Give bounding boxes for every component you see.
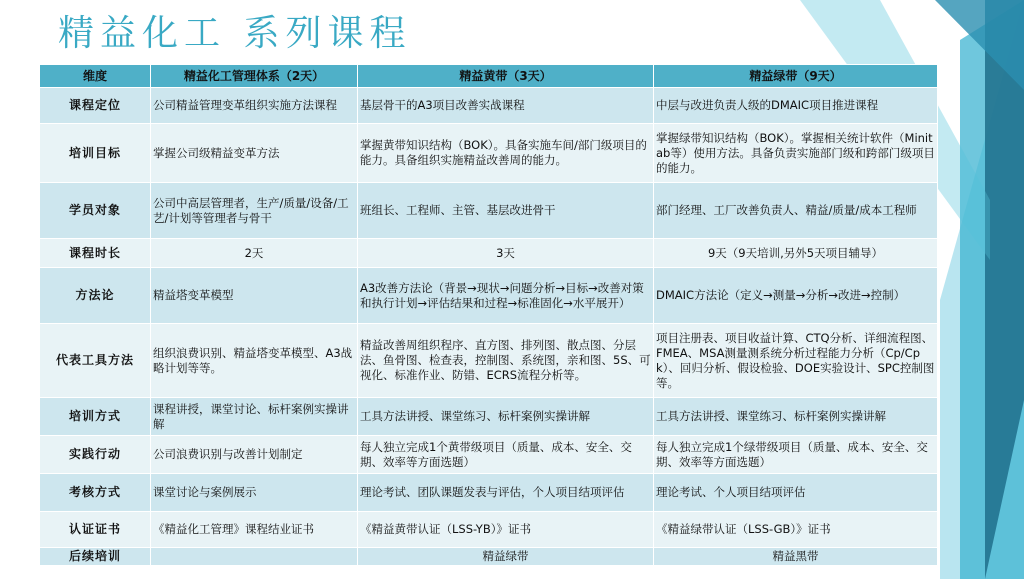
table-row xyxy=(40,183,938,239)
row-dimension: 课程时长 xyxy=(40,239,151,268)
row-dimension: 方法论 xyxy=(40,268,151,324)
cell-green-belt: DMAIC方法论（定义→测量→分析→改进→控制） xyxy=(654,268,938,324)
cell-lean-chemical: 《精益化工管理》课程结业证书 xyxy=(151,512,358,548)
cell-lean-chemical: 精益塔变革模型 xyxy=(151,268,358,324)
cell-yellow-belt: 每人独立完成1个黄带级项目（质量、成本、安全、交期、效率等方面选题） xyxy=(358,436,654,474)
row-dimension: 实践行动 xyxy=(40,436,151,474)
cell-lean-chemical: 课堂讨论与案例展示 xyxy=(151,474,358,512)
table-row xyxy=(40,474,938,512)
cell-lean-chemical: 2天 xyxy=(151,239,358,268)
cell-yellow-belt: 班组长、工程师、主管、基层改进骨干 xyxy=(358,183,654,239)
cell-yellow-belt: 理论考试、团队课题发表与评估，个人项目结项评估 xyxy=(358,474,654,512)
cell-yellow-belt: 掌握黄带知识结构（BOK）。具备实施车间/部门级项目的能力。具备组织实施精益改善周的能力。 xyxy=(358,124,654,183)
deco-panel-top xyxy=(935,0,1024,90)
cell-yellow-belt: 3天 xyxy=(358,239,654,268)
cell-green-belt: 工具方法讲授、课堂练习、标杆案例实操讲解 xyxy=(654,398,938,436)
cell-green-belt: 部门经理、工厂改善负责人、精益/质量/成本工程师 xyxy=(654,183,938,239)
cell-lean-chemical: 公司浪费识别与改善计划制定 xyxy=(151,436,358,474)
cell-green-belt: 9天（9天培训,另外5天项目辅导） xyxy=(654,239,938,268)
cell-yellow-belt: 《精益黄带认证（LSS-YB）》证书 xyxy=(358,512,654,548)
table-row xyxy=(40,398,938,436)
header-lean-chemical: 精益化工管理体系（2天） xyxy=(151,65,358,88)
header-yellow-belt: 精益黄带（3天） xyxy=(358,65,654,88)
table-row xyxy=(40,548,938,566)
cell-green-belt: 中层与改进负责人级的DMAIC项目推进课程 xyxy=(654,88,938,124)
table-row xyxy=(40,239,938,268)
table-row xyxy=(40,512,938,548)
deco-panel-light xyxy=(940,0,1024,579)
row-dimension: 课程定位 xyxy=(40,88,151,124)
table-row xyxy=(40,268,938,324)
cell-green-belt: 理论考试、个人项目结项评估 xyxy=(654,474,938,512)
row-dimension: 学员对象 xyxy=(40,183,151,239)
table-row xyxy=(40,436,938,474)
table-header-row xyxy=(40,65,938,88)
cell-lean-chemical: 公司中高层管理者，生产/质量/设备/工艺/计划等管理者与骨干 xyxy=(151,183,358,239)
cell-lean-chemical: 组织浪费识别、精益塔变革模型、A3战略计划等等。 xyxy=(151,324,358,398)
cell-green-belt: 精益黑带 xyxy=(654,548,938,566)
cell-lean-chemical: 掌握公司级精益变革方法 xyxy=(151,124,358,183)
row-dimension: 考核方式 xyxy=(40,474,151,512)
cell-lean-chemical: 公司精益管理变革组织实施方法课程 xyxy=(151,88,358,124)
header-green-belt: 精益绿带（9天） xyxy=(654,65,938,88)
header-dimension: 维度 xyxy=(40,65,151,88)
course-table xyxy=(39,64,938,566)
table-row xyxy=(40,324,938,398)
row-dimension: 培训目标 xyxy=(40,124,151,183)
cell-yellow-belt: 工具方法讲授、课堂练习、标杆案例实操讲解 xyxy=(358,398,654,436)
cell-yellow-belt: 精益改善周组织程序、直方图、排列图、散点图、分层法、鱼骨图、检查表，控制图、系统图，亲和图、5S、可视化、标准作业、防错、ECRS流程分析等。 xyxy=(358,324,654,398)
table-row xyxy=(40,124,938,183)
table-row xyxy=(40,88,938,124)
course-table-container xyxy=(39,64,937,566)
row-dimension: 培训方式 xyxy=(40,398,151,436)
row-dimension: 代表工具方法 xyxy=(40,324,151,398)
cell-green-belt: 掌握绿带知识结构（BOK）。掌握相关统计软件（Minitab等）使用方法。具备负责实施部门级和跨部门级项目的能力。 xyxy=(654,124,938,183)
deco-panel-mid xyxy=(960,0,1024,579)
cell-yellow-belt: 精益绿带 xyxy=(358,548,654,566)
page-title: 精益化工 系列课程 xyxy=(58,13,412,54)
row-dimension: 认证证书 xyxy=(40,512,151,548)
deco-panel-dark xyxy=(985,0,1024,579)
cell-green-belt: 每人独立完成1个绿带级项目（质量、成本、安全、交期、效率等方面选题） xyxy=(654,436,938,474)
cell-yellow-belt: A3改善方法论（背景→现状→问题分析→目标→改善对策和执行计划→评估结果和过程→标准固化→水平展开） xyxy=(358,268,654,324)
row-dimension: 后续培训 xyxy=(40,548,151,566)
cell-green-belt: 项目注册表、项目收益计算、CTQ分析、详细流程图、FMEA、MSA测量测系统分析过程能力分析（Cp/Cpk）、回归分析、假设检验、DOE实验设计、SPC控制图等。 xyxy=(654,324,938,398)
cell-green-belt: 《精益绿带认证（LSS-GB）》证书 xyxy=(654,512,938,548)
cell-lean-chemical: 课程讲授，课堂讨论、标杆案例实操讲解 xyxy=(151,398,358,436)
cell-lean-chemical xyxy=(151,548,358,566)
cell-yellow-belt: 基层骨干的A3项目改善实战课程 xyxy=(358,88,654,124)
